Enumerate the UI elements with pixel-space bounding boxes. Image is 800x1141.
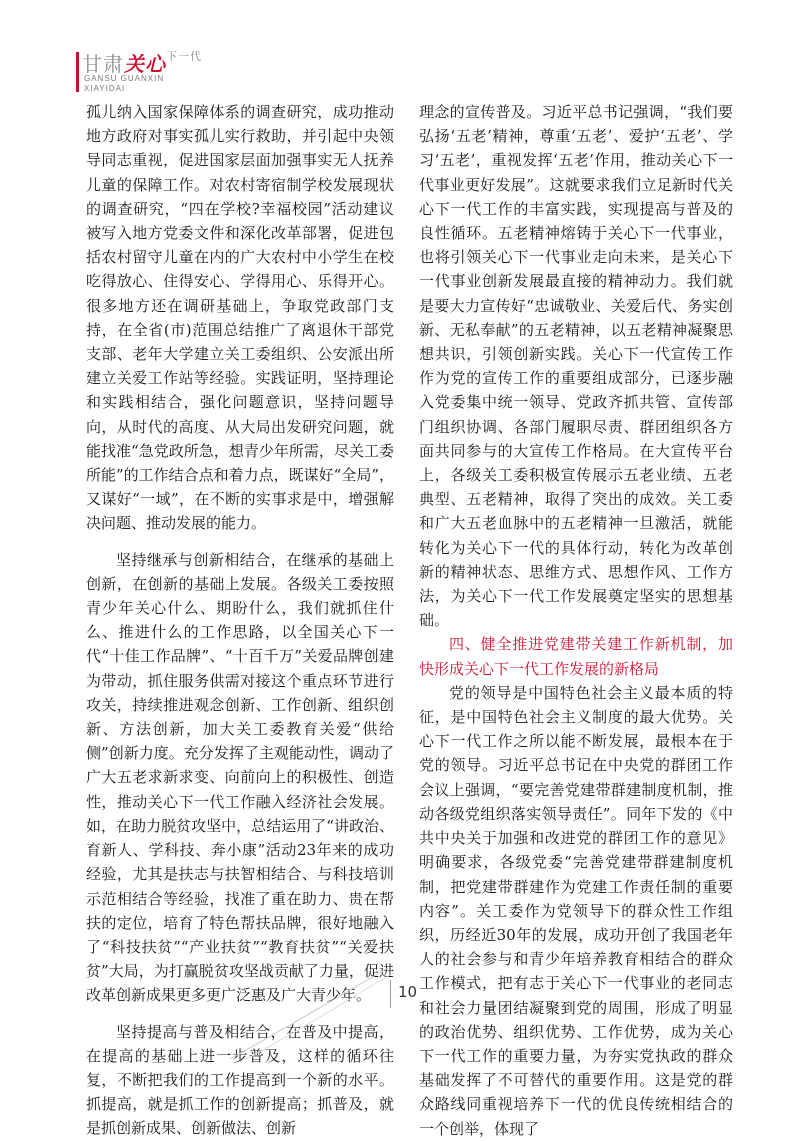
left-column bbox=[86, 100, 394, 1141]
left-paragraph-3: 坚持提高与普及相结合，在普及中提高，在提高的基础上进一步普及，这样的循环往复，不断把我们的工作提高到一个新的水平。抓提高，就是抓工作的创新提高；抓普及，就是抓创新成果、创新做法、创新 bbox=[86, 1022, 394, 1138]
left-paragraph-1: 孤儿纳入国家保障体系的调查研究，成功推动地方政府对事实孤儿实行救助，并引起中央领导同志重视，促进国家层面加强事实无人抚养儿童的保障工作。对农村寄宿制学校发展现状的调查研究，“四在学校?幸福校园”活动建议被写入地方党委文件和深化改革部署，促进包括农村留守儿童在内的广大农村中小学生在校吃得放心、住得安心、学得用心、乐得开心。很多地方还在调研基础上，争取党政部门支持，在全省(市)范围总结推广了离退休干部党支部、老年大学建立关工委组织、公安派出所建立关爱工作站等经验。实践证明，坚持理论和实践相结合，强化问题意识，坚持问题导向，从时代的高度、从大局出发研究问题，就能找准“急党政所急，想青少年所需，尽关工委所能”的工作结合点和着力点，既谋好“全局”，又谋好“一域”，在不断的实事求是中，增强解决问题、推动发展的能力。 bbox=[86, 103, 395, 533]
logo-title-small: 下一代 bbox=[166, 50, 202, 63]
logo-title bbox=[82, 48, 202, 77]
right-paragraph-1: 理念的宣传普及。习近平总书记强调，“我们要弘扬‘五老’精神，尊重‘五老’、爱护‘五老’、学习‘五老’，重视发挥‘五老’作用，推动关心下一代事业更好发展”。这就要求我们立足新时代关心下一代工作的丰富实践，实现提高与普及的良性循环。五老精神熔铸于关心下一代事业，也将引领关心下一代事业走向未来，是关心下一代事业创新发展最直接的精神动力。我们就是要大力宣传好“忠诚敬业、关爱后代、务实创新、无私奉献”的五老精神，以五老精神凝聚思想共识，引领创新实践。关心下一代宣传工作作为党的宣传工作的重要组成部分，已逐步融入党委集中统一领导、党政齐抓共管、宣传部门组织协调、各部门履职尽责、群团组织各方面共同参与的大宣传工作格局。在大宣传平台上，各级关工委积极宣传展示五老业绩、五老典型、五老精神，取得了突出的成效。关工委和广大五老血脉中的五老精神一旦激活，就能转化为关心下一代的具体行动，转化为改革创新的精神状态、思维方式、思想作风、工作方法，为关心下一代工作发展奠定坚实的思想基础。 bbox=[419, 103, 733, 630]
section-heading: 四、健全推进党建带关建工作新机制，加快形成关心下一代工作发展的新格局 bbox=[419, 635, 733, 678]
logo-pinyin-line-2: XIAYIDAI bbox=[84, 84, 126, 93]
logo-pinyin-line-1: GANSU GUANXIN bbox=[84, 74, 165, 83]
right-paragraph-2: 党的领导是中国特色社会主义最本质的特征，是中国特色社会主义制度的最大优势。关心下一代工作之所以能不断发展，最根本在于党的领导。习近平总书记在中央党的群团工作会议上强调，“要完善党建带群建制度机制，推动各级党组织落实领导责任”。同年下发的《中共中央关于加强和改进党的群团工作的意见》明确要求，各级党委“完善党建带群建制度机制，把党建带群建作为党建工作责任制的重要内容”。关工委作为党领导下的群众性工作组织，历经近30年的发展，成功开创了我国老年人的社会参与和青少年培养教育相结合的群众工作模式，把有志于关心下一代事业的老同志和社会力量团结凝聚到党的周围，形成了明显的政治优势、组织优势、工作优势，成为关心下一代工作的重要力量，为夯实党执政的群众基础发挥了不可替代的重要作用。这是党的群众路线同重视培养下一代的优良传统相结合的一个创举，体现了 bbox=[419, 683, 733, 1138]
logo-title-red: 关心 bbox=[124, 52, 166, 76]
left-paragraph-2: 坚持继承与创新相结合，在继承的基础上创新，在创新的基础上发展。各级关工委按照青少年关心什么、期盼什么，我们就抓住什么、推进什么的工作思路，以全国关心下一代“十佳工作品牌”、“十百千万”关爱品牌创建为带动，抓住服务供需对接这个重点环节进行攻关，持续推进观念创新、工作创新、组织创新、方法创新，加大关工委教育关爱“供给侧”创新力度。充分发挥了主观能动性，调动了广大五老求新求变、向前向上的积极性、创造性，推动关心下一代工作融入经济社会发展。如，在助力脱贫攻坚中，总结运用了“讲政治、育新人、学科技、奔小康”活动23年来的成功经验，尤其是扶志与扶智相结合、与科技培训示范相结合等经验，找准了重在助力、贵在帮扶的定位，培育了特色帮扶品牌，很好地融入了“科技扶贫”“产业扶贫”“教育扶贫”“关爱扶贫”大局，为打赢脱贫攻坚战贡献了力量，促进改革创新成果更多更广泛惠及广大青少年。 bbox=[86, 550, 394, 1005]
right-column bbox=[419, 100, 733, 1141]
magazine-logo bbox=[76, 48, 202, 94]
page-number-divider bbox=[390, 980, 391, 1008]
page-number: 10 bbox=[398, 983, 418, 1001]
logo-accent-bar bbox=[76, 52, 79, 92]
logo-title-left: 甘肃 bbox=[82, 52, 124, 76]
